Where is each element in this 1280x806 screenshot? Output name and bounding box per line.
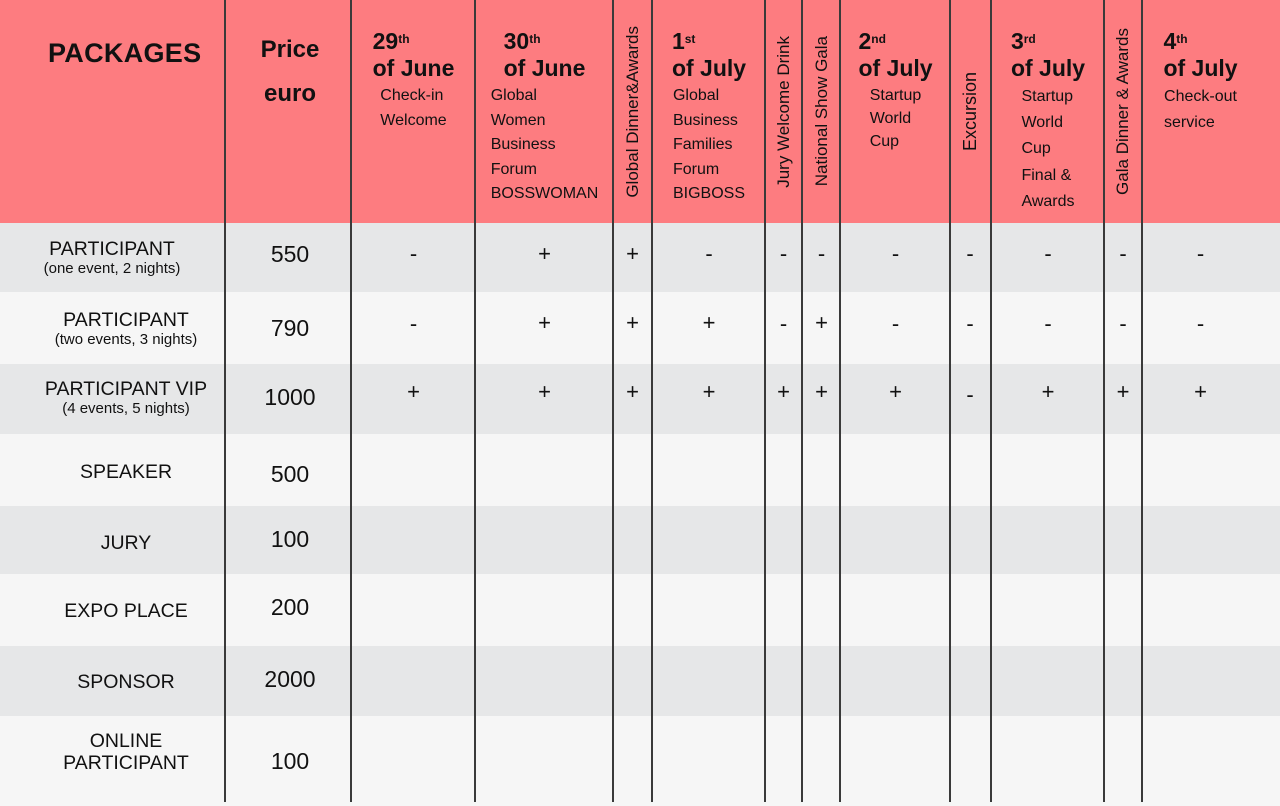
inclusion-mark: + bbox=[538, 310, 551, 335]
package-price: 550 bbox=[270, 240, 310, 267]
date-suffix: th bbox=[398, 32, 410, 46]
vertical-label: National Show Gala bbox=[811, 36, 831, 187]
price-heading-line2: euro bbox=[263, 80, 316, 107]
inclusion-mark: - bbox=[817, 241, 826, 266]
event-line: World bbox=[1021, 114, 1063, 132]
package-name: ONLINE PARTICIPANT bbox=[63, 730, 189, 774]
package-price: 100 bbox=[270, 747, 310, 774]
inclusion-mark: + bbox=[626, 379, 639, 404]
col-header-jul3 bbox=[992, 0, 1104, 223]
package-price: 790 bbox=[270, 314, 310, 341]
event-line: Final & bbox=[1021, 166, 1072, 184]
col-header-jun29 bbox=[352, 0, 475, 223]
inclusion-mark: + bbox=[1041, 379, 1055, 404]
col-header-jul2 bbox=[841, 0, 950, 223]
date-suffix: th bbox=[1176, 32, 1188, 46]
inclusion-mark: - bbox=[966, 311, 974, 336]
package-name-cell bbox=[0, 223, 224, 292]
event-line: Families bbox=[672, 136, 733, 153]
inclusion-mark: + bbox=[777, 379, 790, 404]
column-divider bbox=[949, 0, 951, 802]
event-line: service bbox=[1164, 114, 1215, 131]
event-line: Forum bbox=[672, 160, 720, 178]
event-line: Global bbox=[490, 87, 537, 104]
package-price: 1000 bbox=[264, 383, 316, 410]
inclusion-mark: - bbox=[1119, 241, 1127, 266]
inclusion-mark: + bbox=[1116, 379, 1130, 404]
event-line: BOSSWOMAN bbox=[490, 185, 599, 202]
inclusion-mark: + bbox=[702, 379, 716, 404]
column-divider bbox=[1141, 0, 1143, 802]
inclusion-mark: + bbox=[702, 310, 716, 335]
package-name: PARTICIPANT bbox=[63, 308, 189, 331]
price-heading-line1: Price bbox=[260, 36, 320, 63]
column-divider bbox=[990, 0, 992, 802]
date-suffix: st bbox=[684, 32, 696, 46]
package-name: SPEAKER bbox=[79, 461, 173, 483]
package-name: PARTICIPANT bbox=[49, 238, 175, 260]
inclusion-mark: - bbox=[891, 311, 900, 336]
column-divider bbox=[839, 0, 841, 802]
package-note: (4 events, 5 nights) bbox=[62, 399, 190, 417]
date-suffix: rd bbox=[1023, 32, 1036, 46]
package-note: (two events, 3 nights) bbox=[54, 330, 198, 348]
inclusion-mark: + bbox=[538, 241, 551, 266]
event-line: World bbox=[869, 110, 912, 127]
package-name-cell bbox=[0, 292, 252, 364]
vertical-label: Gala Dinner & Awards bbox=[1113, 28, 1132, 195]
column-divider bbox=[224, 0, 226, 802]
event-line: Business bbox=[672, 111, 738, 129]
inclusion-mark: - bbox=[966, 241, 974, 266]
column-divider bbox=[612, 0, 614, 802]
inclusion-mark: + bbox=[407, 379, 420, 404]
date-suffix: nd bbox=[871, 32, 886, 46]
date-day: 1 bbox=[671, 28, 685, 54]
package-note: (one event, 2 nights) bbox=[43, 260, 181, 277]
inclusion-mark: - bbox=[779, 241, 788, 266]
event-line: Forum bbox=[490, 160, 537, 178]
event-line: Cup bbox=[869, 133, 900, 150]
inclusion-mark: - bbox=[891, 241, 900, 266]
package-name-cell bbox=[0, 364, 252, 430]
event-line: Welcome bbox=[380, 111, 447, 129]
inclusion-mark: - bbox=[1196, 241, 1205, 266]
col-header-jury-drink bbox=[765, 0, 802, 223]
event-line: Check-in bbox=[380, 87, 444, 104]
col-header-jun30 bbox=[476, 0, 613, 223]
col-header-national-gala bbox=[803, 0, 840, 223]
date-day: 3 bbox=[1010, 28, 1024, 54]
inclusion-mark: + bbox=[889, 379, 902, 404]
package-name: EXPO PLACE bbox=[64, 600, 188, 622]
column-divider bbox=[651, 0, 653, 802]
vertical-label: Excursion bbox=[959, 71, 980, 152]
inclusion-mark: + bbox=[538, 379, 551, 404]
inclusion-mark: + bbox=[1194, 379, 1207, 404]
package-price: 100 bbox=[270, 525, 310, 552]
date-day: 2 bbox=[858, 28, 872, 54]
package-name: JURY bbox=[100, 532, 152, 554]
column-divider bbox=[350, 0, 352, 802]
price-heading bbox=[228, 28, 352, 116]
package-name: SPONSOR bbox=[77, 671, 175, 693]
inclusion-mark: - bbox=[409, 311, 418, 336]
package-price: 200 bbox=[270, 593, 310, 620]
col-header-excursion bbox=[950, 0, 990, 223]
column-divider bbox=[474, 0, 476, 802]
inclusion-mark: - bbox=[409, 241, 418, 266]
column-divider bbox=[801, 0, 803, 802]
inclusion-mark: + bbox=[815, 310, 828, 335]
inclusion-mark: + bbox=[626, 310, 639, 335]
inclusion-mark: - bbox=[1196, 311, 1205, 336]
packages-heading: PACKAGES bbox=[48, 38, 202, 68]
inclusion-mark: - bbox=[966, 382, 974, 407]
event-line: Awards bbox=[1021, 192, 1075, 210]
date-month: of July bbox=[858, 55, 933, 81]
col-header-jul1 bbox=[653, 0, 765, 223]
event-line: Startup bbox=[1021, 88, 1074, 105]
event-line: Business bbox=[490, 136, 556, 153]
date-month: of June bbox=[372, 55, 455, 81]
date-day: 4 bbox=[1163, 28, 1177, 54]
inclusion-mark: + bbox=[815, 379, 828, 404]
date-day: 29 bbox=[372, 28, 399, 54]
package-name: PARTICIPANT VIP bbox=[44, 377, 208, 400]
date-month: of July bbox=[671, 55, 747, 81]
inclusion-mark: - bbox=[1044, 311, 1052, 336]
inclusion-mark: - bbox=[705, 241, 713, 266]
date-month: of June bbox=[503, 55, 586, 81]
event-line: BIGBOSS bbox=[672, 185, 746, 202]
vertical-label: Jury Welcome Drink bbox=[773, 35, 793, 188]
inclusion-mark: - bbox=[1044, 241, 1052, 266]
col-header-global-dinner bbox=[613, 0, 652, 223]
vertical-label: Global Dinner&Awards bbox=[622, 25, 642, 198]
inclusion-mark: - bbox=[1119, 311, 1127, 336]
event-line: Women bbox=[490, 111, 546, 129]
column-divider bbox=[1103, 0, 1105, 802]
package-price: 2000 bbox=[264, 665, 316, 692]
col-header-jul4 bbox=[1143, 0, 1258, 223]
date-month: of July bbox=[1163, 55, 1238, 81]
event-line: Startup bbox=[869, 87, 922, 104]
package-price: 500 bbox=[270, 460, 310, 487]
event-line: Global bbox=[672, 87, 720, 104]
date-suffix: th bbox=[529, 32, 541, 46]
date-month: of July bbox=[1010, 55, 1086, 81]
column-divider bbox=[764, 0, 766, 802]
inclusion-mark: + bbox=[626, 241, 639, 266]
event-line: Check-out bbox=[1164, 88, 1237, 105]
date-day: 30 bbox=[503, 28, 530, 54]
inclusion-mark: - bbox=[779, 311, 788, 336]
col-header-gala-dinner bbox=[1104, 0, 1142, 223]
event-line: Cup bbox=[1021, 140, 1051, 158]
